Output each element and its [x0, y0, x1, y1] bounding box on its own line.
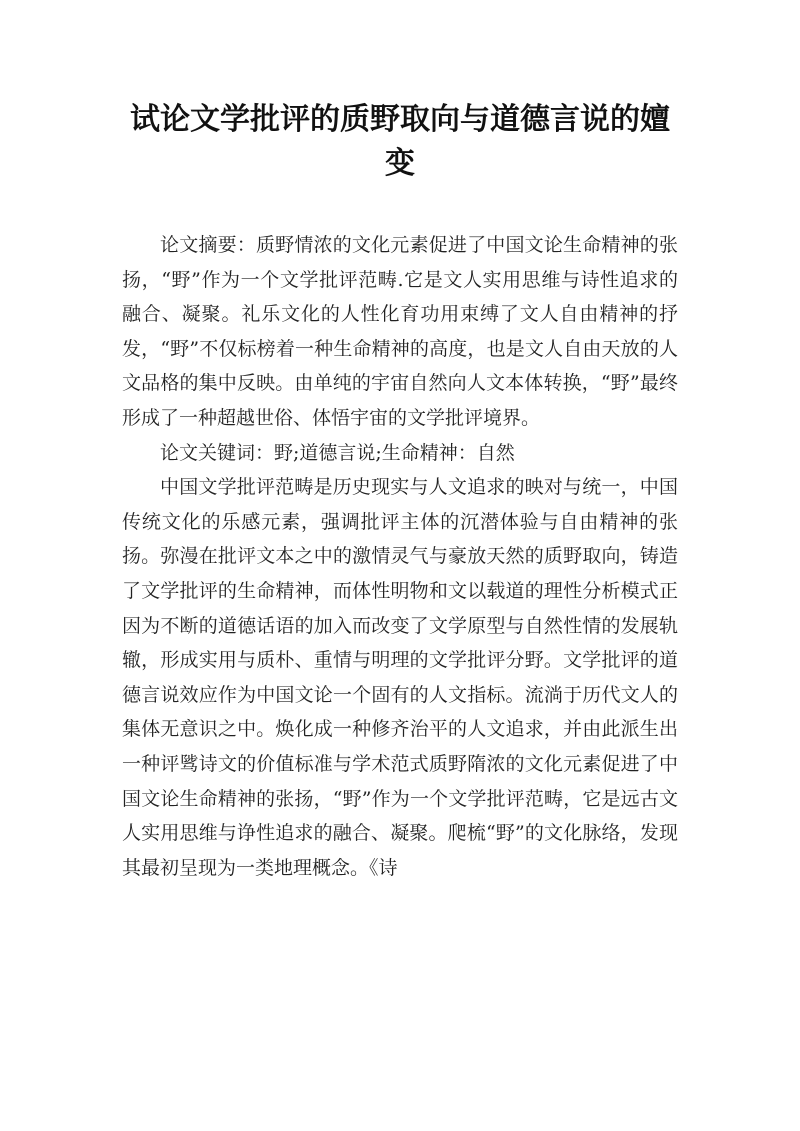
- document-body: [122, 228, 678, 885]
- keywords-paragraph: 论文关键词：野;道德言说;生命精神：自然: [160, 441, 515, 464]
- abstract-paragraph: 论文摘要：质野情浓的文化元素促进了中国文论生命精神的张扬，“野”作为一个文学批评范畴.它是文人实用思维与诗性追求的融合、凝聚。礼乐文化的人性化育功用束缚了文人自由精神的抒发，“野”不仅标榜着一种生命精神的高度，也是文人自由天放的人文品格的集中反映。由单纯的宇宙自然向人文本体转换，“野”最终形成了一种超越世俗、体悟宇宙的文学批评境界。: [122, 234, 678, 429]
- body-paragraph: 中国文学批评范畴是历史现实与人文追求的映对与统一，中国传统文化的乐感元素，强调批评主体的沉潜体验与自由精神的张扬。弥漫在批评文本之中的激情灵气与豪放天然的质野取向，铸造了文学批评的生命精神，而体性明物和文以载道的理性分析模式正因为不断的道德话语的加入而改变了文学原型与自然性情的发展轨辙，形成实用与质朴、重情与明理的文学批评分野。文学批评的道德言说效应作为中国文论一个固有的人文指标。流淌于历代文人的集体无意识之中。焕化成一种修齐治平的人文追求，并由此派生出一种评骘诗文的价值标准与学术范式质野隋浓的文化元素促进了中国文论生命精神的张扬，“野”作为一个文学批评范畴，它是远古文人实用思维与诤性追求的融合、凝聚。爬梳“野”的文化脉络，发现其最初呈现为一类地理概念。《诗: [122, 476, 678, 879]
- document-title: 试论文学批评的质野取向与道德言说的嬗变: [130, 102, 670, 181]
